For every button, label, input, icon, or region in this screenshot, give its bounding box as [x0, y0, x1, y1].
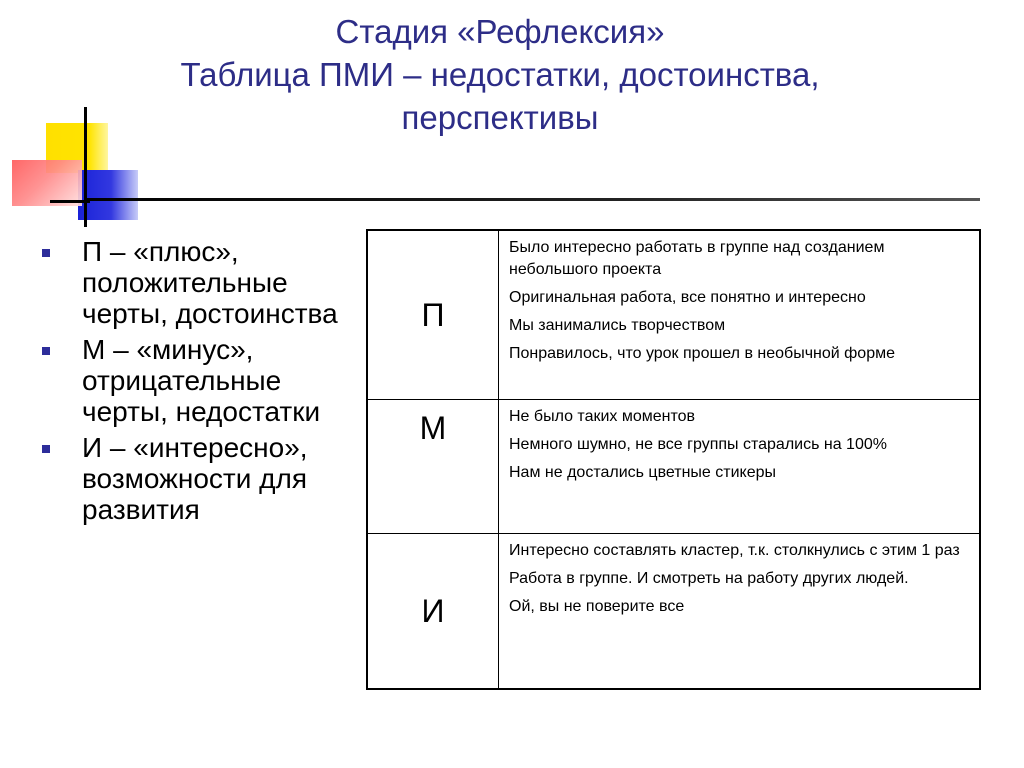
bullet-list	[40, 236, 340, 530]
vertical-line-decoration	[84, 107, 87, 227]
table-item: Нам не достались цветные стикеры	[509, 464, 777, 481]
row-letter: П	[367, 230, 499, 400]
table-item: Ой, вы не поверите все	[509, 598, 685, 615]
table-item: Немного шумно, не все группы старались на 100%	[509, 436, 887, 453]
title-line-2: Таблица ПМИ – недостатки, достоинства,	[180, 56, 820, 93]
table-item: Мы занимались творчеством	[509, 317, 726, 334]
pmi-table	[366, 229, 981, 690]
bullet-text: И – «интересно», возможности для развития	[82, 432, 308, 525]
table-item: Не было таких моментов	[509, 408, 696, 425]
square-bullet-icon	[42, 249, 50, 257]
row-letter: И	[367, 534, 499, 690]
table-item: Работа в группе. И смотреть на работу других людей.	[509, 570, 909, 587]
bullet-item-interesting	[40, 432, 340, 525]
row-letter: М	[367, 400, 499, 534]
bullet-text: М – «минус», отрицательные черты, недостатки	[82, 334, 321, 427]
table-row-interesting	[367, 534, 980, 690]
square-bullet-icon	[42, 445, 50, 453]
bullet-item-plus	[40, 236, 340, 329]
square-bullet-icon	[42, 347, 50, 355]
title-line-3: перспективы	[401, 99, 599, 136]
table-row-plus	[367, 230, 980, 400]
title-line-1: Стадия «Рефлексия»	[335, 13, 665, 50]
row-content	[499, 230, 981, 400]
bullet-text: П – «плюс», положительные черты, достоинства	[82, 236, 338, 329]
slide-title	[120, 10, 880, 139]
bullet-item-minus	[40, 334, 340, 427]
row-content	[499, 534, 981, 690]
table-row-minus	[367, 400, 980, 534]
table-item: Понравилось, что урок прошел в необычной форме	[509, 345, 895, 362]
table-item: Было интересно работать в группе над созданием небольшого проекта	[509, 239, 885, 278]
row-content	[499, 400, 981, 534]
table-item: Интересно составлять кластер, т.к. столкнулись с этим 1 раз	[509, 542, 960, 559]
title-divider-line	[84, 198, 980, 201]
table-item: Оригинальная работа, все понятно и интересно	[509, 289, 866, 306]
blue-square-decoration	[78, 170, 138, 220]
